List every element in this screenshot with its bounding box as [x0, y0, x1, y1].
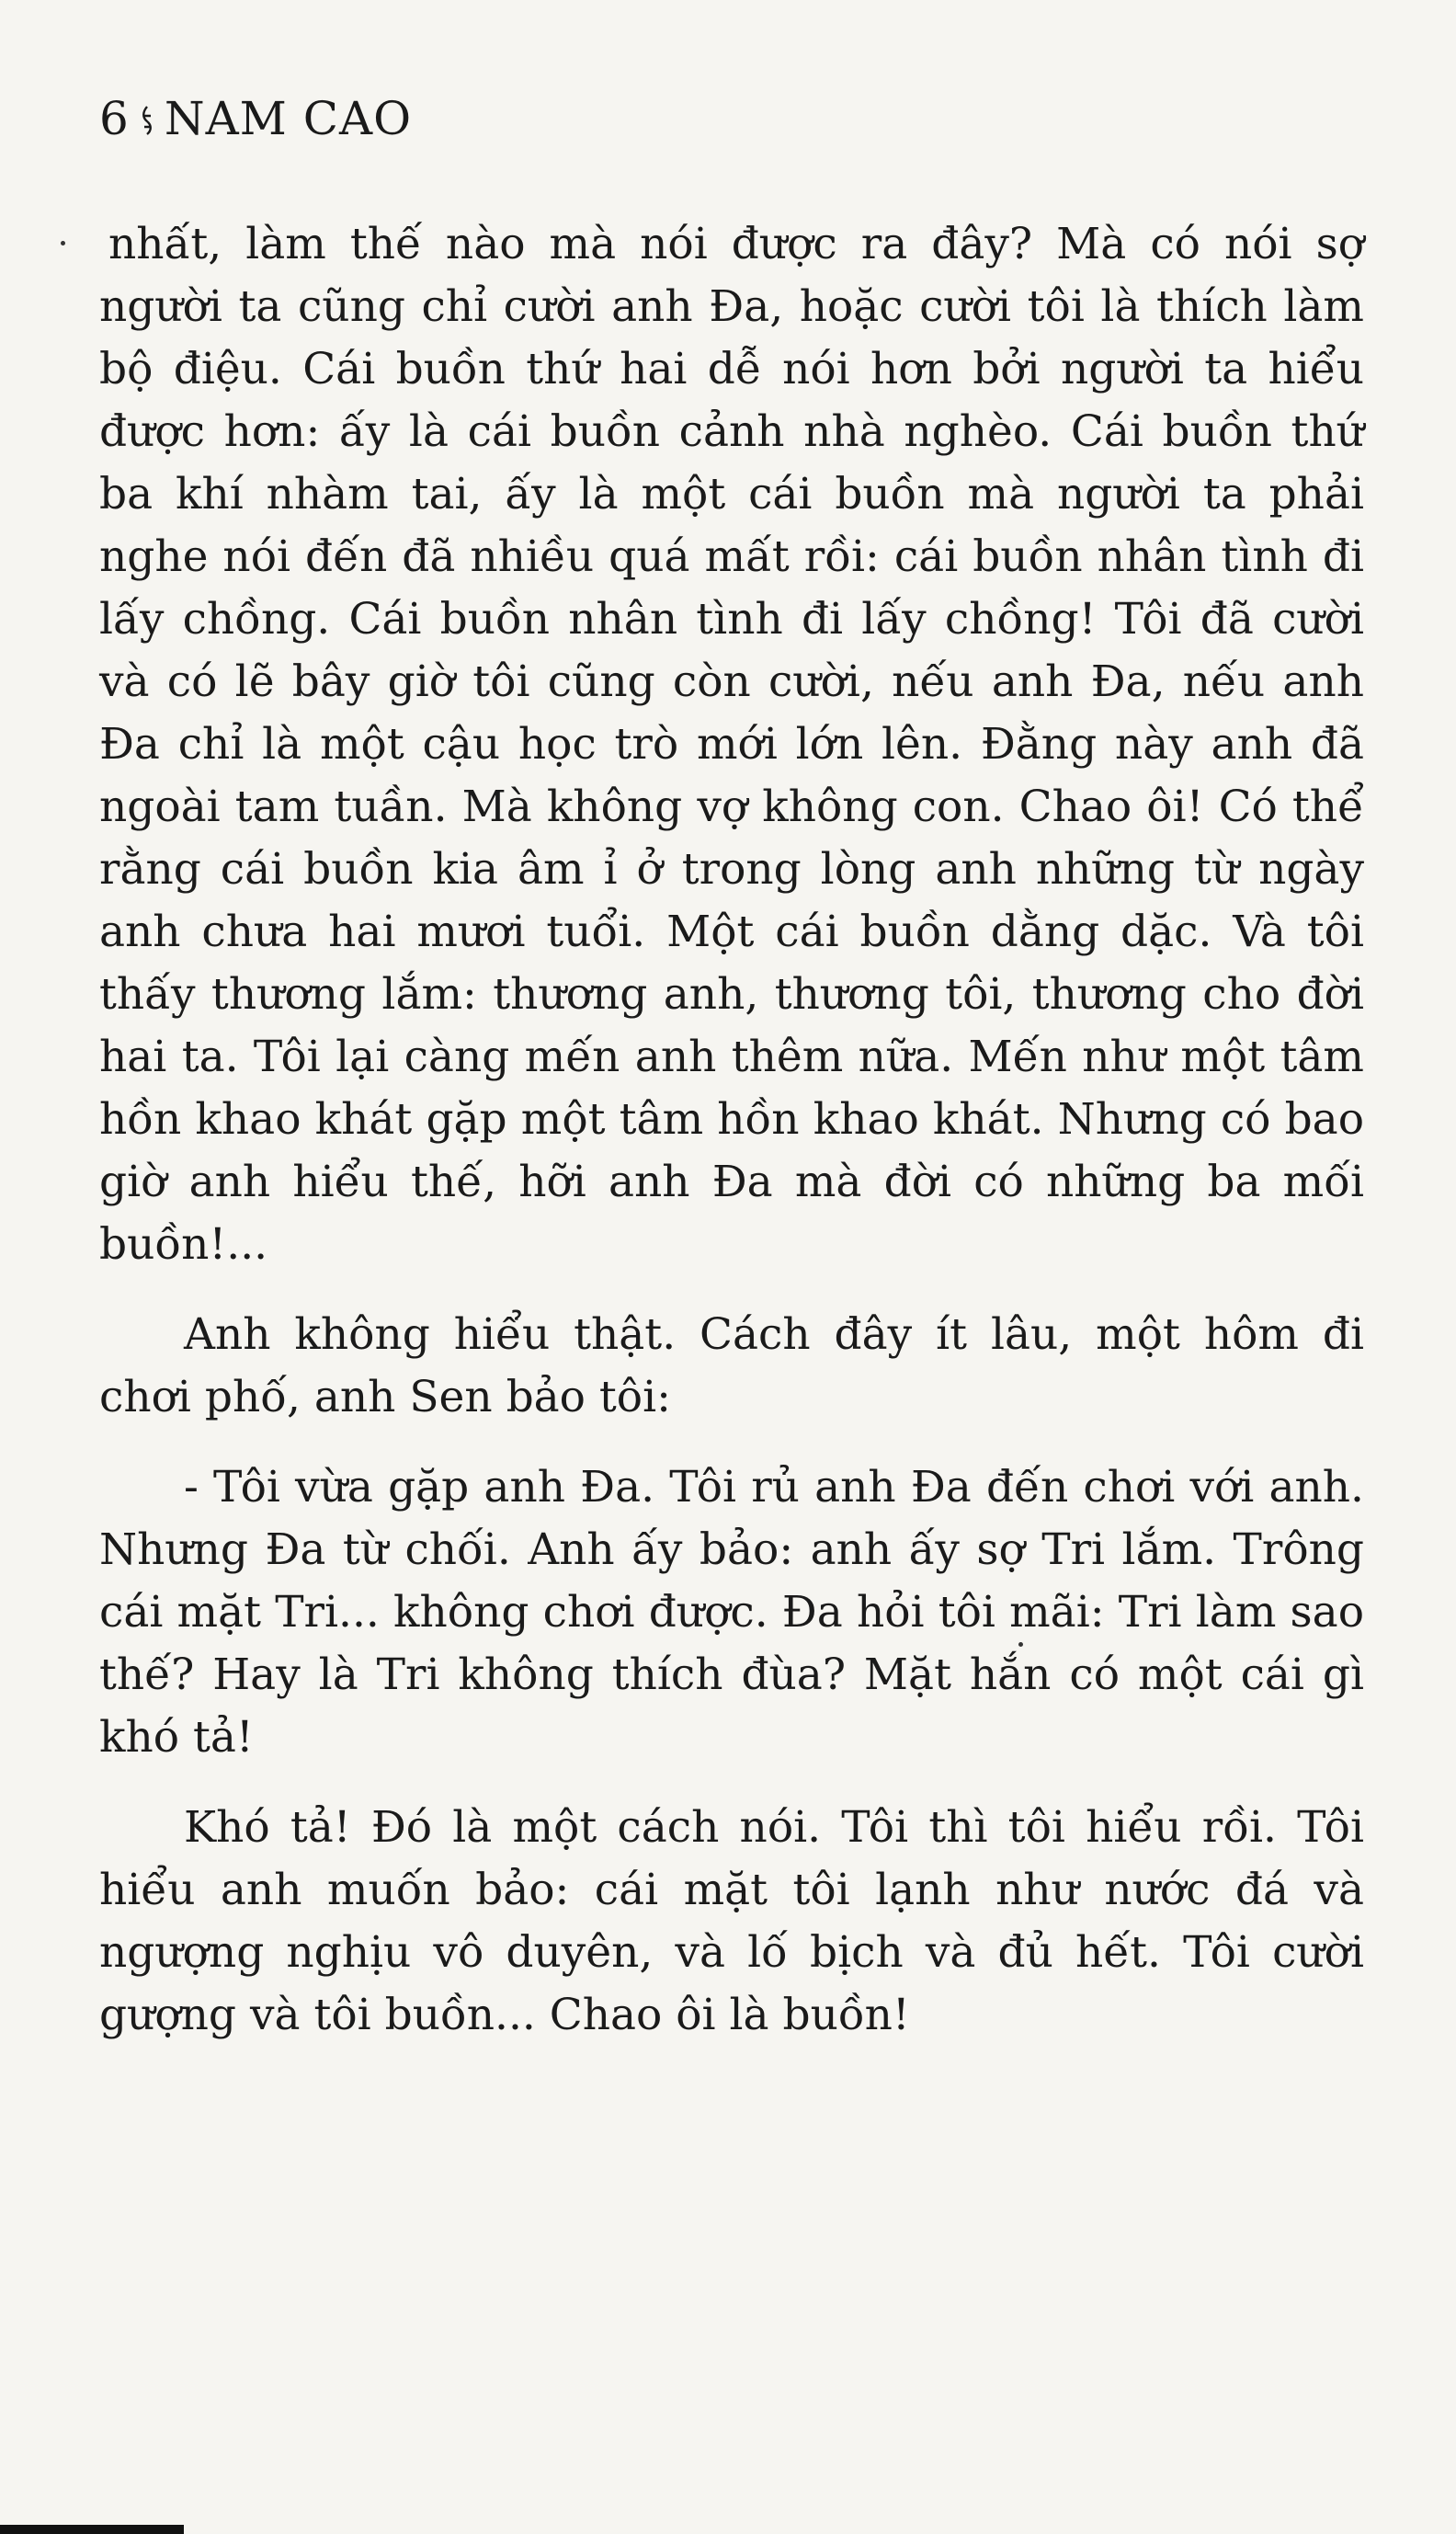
print-speck [61, 241, 65, 245]
paragraph: Anh không hiểu thật. Cách đây ít lâu, một hôm đi chơi phố, anh Sen bảo tôi: [99, 1309, 1364, 1422]
page-number: 6 [99, 92, 130, 145]
paragraph: Khó tả! Đó là một cách nói. Tôi thì tôi hiểu rồi. Tôi hiểu anh muốn bảo: cái mặt tôi lạnh như nước đá và ngượng nghịu vô duyên, và lố bịch và đủ hết. Tôi cười gượng và tôi buồn... Chao ôi là buồn! [99, 1802, 1364, 2040]
running-header-author: NAM CAO [164, 92, 413, 145]
ornament-icon [139, 105, 155, 136]
paragraph: nhất, làm thế nào mà nói được ra đây? Mà có nói sợ người ta cũng chỉ cười anh Đa, hoặc cười tôi là thích làm bộ điệu. Cái buồn thứ hai dễ nói hơn bởi người ta hiểu được hơn: ấy là cái buồn cảnh nhà nghèo. Cái buồn thứ ba khí nhàm tai, ấy là một cái buồn mà người ta phải nghe nói đến đã nhiều quá mất rồi: cái buồn nhân tình đi lấy chồng. Cái buồn nhân tình đi lấy chồng! Tôi đã cười và có lẽ bây giờ tôi cũng còn cười, nếu anh Đa, nếu anh Đa chỉ là một cậu học trò mới lớn lên. Đằng này anh đã ngoài tam tuần. Mà không vợ không con. Chao ôi! Có thể rằng cái buồn kia âm ỉ ở trong lòng anh những từ ngày anh chưa hai mươi tuổi. Một cái buồn dằng dặc. Và tôi thấy thương lắm: thương anh, thương tôi, thương cho đời hai ta. Tôi lại càng mến anh thêm nữa. Mến như một tâm hồn khao khát gặp một tâm hồn khao khát. Nhưng có bao giờ anh hiểu thế, hỡi anh Đa mà đời có những ba mối buồn!... [99, 219, 1364, 1270]
running-header [99, 92, 412, 145]
print-speck [1018, 1642, 1023, 1647]
body-text [99, 213, 1364, 2047]
page-edge [0, 2525, 184, 2534]
paragraph: - Tôi vừa gặp anh Đa. Tôi rủ anh Đa đến chơi với anh. Nhưng Đa từ chối. Anh ấy bảo: anh ấy sợ Tri lắm. Trông cái mặt Tri... không chơi được. Đa hỏi tôi mãi: Tri làm sao thế? Hay là Tri không thích đùa? Mặt hắn có một cái gì khó tả! [99, 1462, 1364, 1763]
